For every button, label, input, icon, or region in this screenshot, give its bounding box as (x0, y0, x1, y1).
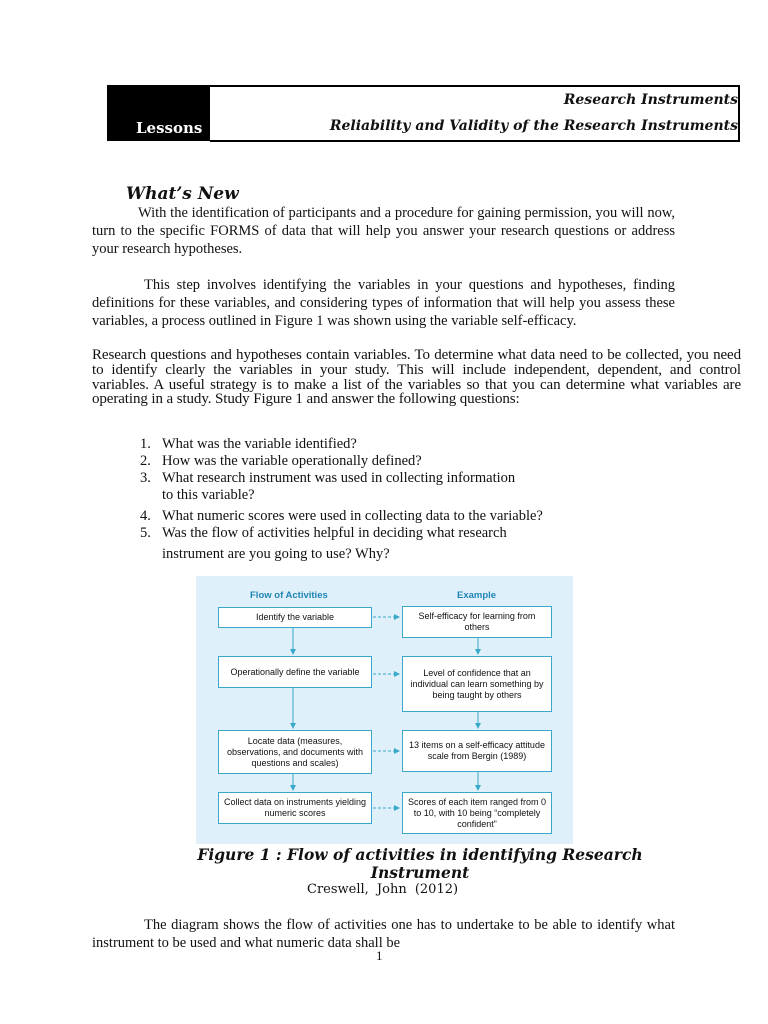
page-number: 1 (376, 948, 383, 963)
activity-box-3: Locate data (measures, observations, and documents with questions and scales) (218, 730, 372, 774)
list-item: 3. What research instrument was used in collecting information to this variable? (140, 470, 516, 503)
header-top-rule (210, 85, 740, 87)
example-box-2: Level of confidence that an individual can learn something by being taught by others (402, 656, 552, 712)
activity-box-4: Collect data on instruments yielding numeric scores (218, 792, 372, 824)
list-item: 1. What was the variable identified? (140, 436, 357, 452)
activity-box-1: Identify the variable (218, 607, 372, 628)
header-subject: Research Instruments (563, 92, 738, 108)
example-box-3: 13 items on a self-efficacy attitude scale from Bergin (1989) (402, 730, 552, 772)
header-right-rule (738, 85, 740, 142)
figure-left-heading: Flow of Activities (250, 590, 328, 601)
lessons-label: Lessons (136, 119, 203, 137)
paragraph-diagram-explanation: The diagram shows the flow of activities one has to undertake to be able to identify what instrument to be used and what numeric data shall be (92, 917, 675, 951)
paragraph-variables: This step involves identifying the variables in your questions and hypotheses, finding definitions for these variables, and considering types of information that will help you assess these variables, a process outlined in Figure 1 was shown using the variable self-efficacy. (92, 277, 675, 329)
figure-right-heading: Example (457, 590, 497, 601)
flow-diagram-figure (196, 576, 573, 844)
list-item: 2. How was the variable operationally defined? (140, 453, 422, 469)
activity-box-2: Operationally define the variable (218, 656, 372, 688)
paragraph-research-questions: Research questions and hypotheses contain variables. To determine what data need to be collected, you need to identify clearly the variables in your study. This will include independent, dependent, and control variables. A useful strategy is to make a list of the variables so that you can determine what variables are operating in a study. Study Figure 1 and answer the following questions: (92, 347, 741, 408)
example-box-4: Scores of each item ranged from 0 to 10, with 10 being “completely confident” (402, 792, 552, 834)
header-lesson-title: Reliability and Validity of the Research Instruments (329, 118, 738, 134)
section-heading: What’s New (126, 184, 239, 204)
question-list (140, 436, 700, 563)
figure-caption: Figure 1 : Flow of activities in identifying Research Instrument (197, 845, 643, 882)
list-item: 4. What numeric scores were used in collecting data to the variable? (140, 508, 543, 524)
paragraph-intro: With the identification of participants and a procedure for gaining permission, you will now, turn to the specific FORMS of data that will help you answer your research questions or address your research hypotheses. (92, 205, 675, 257)
list-item: 5. Was the flow of activities helpful in deciding what research instrument are you going to use? Why? (140, 525, 507, 562)
example-box-1: Self-efficacy for learning from others (402, 606, 552, 638)
header-bottom-rule (210, 140, 740, 142)
figure-source: Creswell, John (2012) (307, 882, 459, 897)
